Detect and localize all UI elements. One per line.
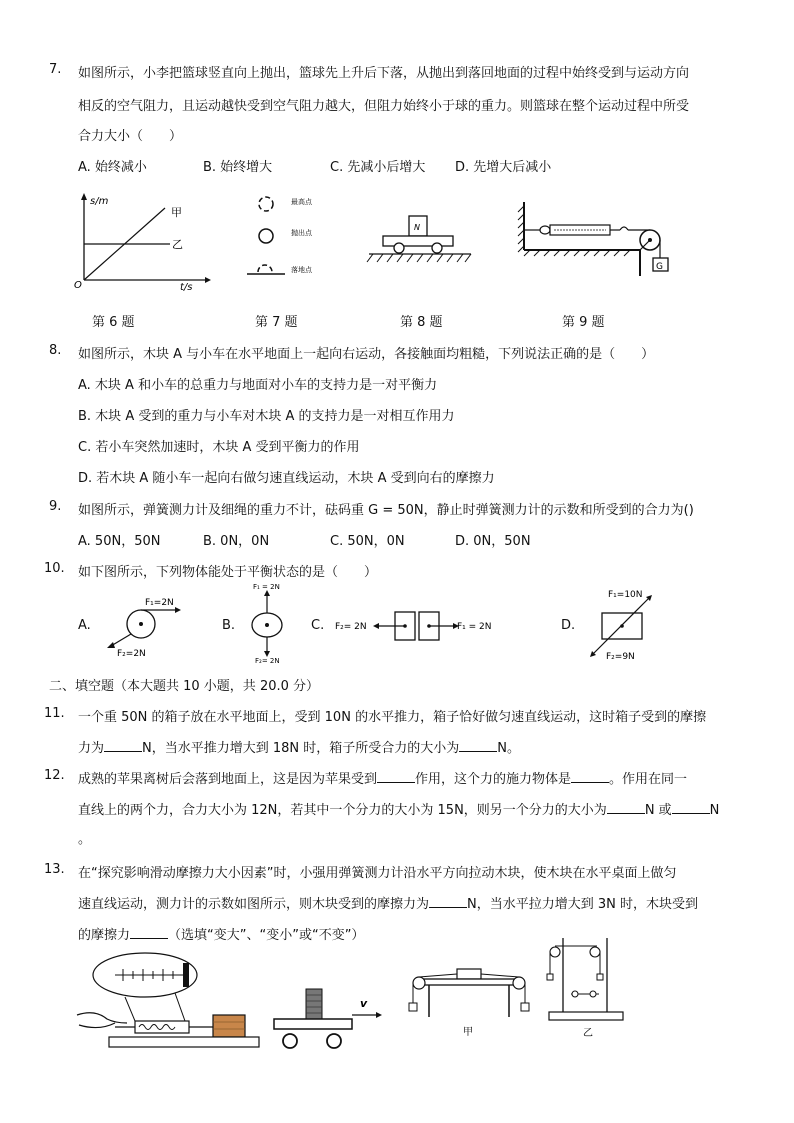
q13-line-2 bbox=[78, 893, 698, 912]
q11-line-1: 一个重 50N 的箱子放在水平地面上，受到 10N 的水平推力，箱子恰好做匀速直线运动，这时箱子受到的摩擦 bbox=[78, 710, 707, 725]
fig8-block-label: N bbox=[414, 223, 420, 232]
q8-number: 8. bbox=[49, 343, 62, 358]
q12-line-1b: 作用，这个力的施力物体是 bbox=[415, 772, 572, 787]
q12-line-2a: 直线上的两个力，合力大小为 12N，若其中一个分力的大小为 15N，则另一个分力的大小为 bbox=[78, 803, 607, 818]
q12-blank-2[interactable] bbox=[571, 772, 609, 783]
q12-number: 12. bbox=[44, 768, 65, 783]
q10-d-f2: F₂=9N bbox=[606, 652, 635, 662]
q10-c-f1: F₁ = 2N bbox=[457, 622, 492, 632]
q9-option-d: D. 0N，50N bbox=[455, 534, 531, 549]
fig6-y-label: s/m bbox=[90, 196, 109, 207]
q10-fig-c bbox=[335, 608, 505, 644]
q12-line-2b: N 或 bbox=[644, 803, 672, 818]
q13-velocity-label: v bbox=[360, 997, 368, 1010]
q12-line-1 bbox=[78, 768, 687, 787]
q13-line-3a: 的摩擦力 bbox=[78, 928, 131, 943]
q9-number: 9. bbox=[49, 499, 62, 514]
q10-b-f2: F₂= 2N bbox=[255, 657, 280, 665]
q7-line-3: 合力大小（ ） bbox=[78, 129, 183, 144]
q13-number: 13. bbox=[44, 862, 65, 877]
q13-yi-label: 乙 bbox=[583, 1028, 593, 1039]
q7-option-b: B. 始终增大 bbox=[203, 160, 273, 175]
q12-blank-4[interactable] bbox=[672, 803, 710, 814]
q10-letter-a: A. bbox=[78, 618, 91, 633]
q12-line-1a: 成熟的苹果离树后会落到地面上，这是因为苹果受到 bbox=[78, 772, 378, 787]
q10-d-f1: F₁=10N bbox=[608, 590, 643, 600]
fig6-jia: 甲 bbox=[171, 206, 182, 219]
q9-option-b: B. 0N，0N bbox=[203, 534, 270, 549]
fig7-ball-diagram bbox=[245, 192, 355, 282]
q12-blank-1[interactable] bbox=[377, 772, 415, 783]
section-heading: 二、填空题（本大题共 10 小题，共 20.0 分） bbox=[49, 679, 320, 694]
fig6-yi: 乙 bbox=[172, 238, 183, 251]
q13-blank-2[interactable] bbox=[130, 928, 168, 939]
q8-option-b: B. 木块 A 受到的重力与小车对木块 A 的支持力是一对相互作用力 bbox=[78, 409, 455, 424]
q10-text: 如下图所示，下列物体能处于平衡状态的是（ ） bbox=[78, 565, 378, 580]
q11-line-2a: 力为 bbox=[78, 741, 105, 756]
q9-text: 如图所示，弹簧测力计及细绳的重力不计，砝码重 G = 50N，静止时弹簧测力计的示数和所受到的合力为() bbox=[78, 503, 694, 518]
q10-a-f2: F₂=2N bbox=[117, 649, 146, 659]
q10-b-f1: F₁ = 2N bbox=[253, 583, 280, 591]
q10-a-f1: F₁=2N bbox=[145, 598, 174, 608]
q7-option-a: A. 始终减小 bbox=[78, 160, 147, 175]
q12-line-2 bbox=[78, 799, 719, 818]
fig7-top-label: 最高点 bbox=[291, 198, 312, 206]
q10-c-f2: F₂= 2N bbox=[335, 622, 367, 632]
q13-line-1: 在“探究影响滑动摩擦力大小因素”时，小强用弹簧测力计沿水平方向拉动木块，使木块在水平桌面上做匀 bbox=[78, 866, 677, 881]
fig6-st-graph bbox=[70, 190, 210, 295]
q7-option-d: D. 先增大后减小 bbox=[455, 160, 552, 175]
q8-text: 如图所示，木块 A 与小车在水平地面上一起向右运动，各接触面均粗糙，下列说法正确的是（ ） bbox=[78, 347, 655, 362]
q13-blank-1[interactable] bbox=[429, 897, 467, 908]
q13-line-2b: N，当水平拉力增大到 3N 时，木块受到 bbox=[467, 897, 699, 912]
fig7-caption: 第 7 题 bbox=[255, 315, 298, 330]
fig9-caption: 第 9 题 bbox=[562, 315, 605, 330]
q11-line-2c: N。 bbox=[497, 741, 521, 756]
fig7-throw-label: 抛出点 bbox=[291, 229, 312, 237]
fig8-block-cart bbox=[365, 210, 475, 270]
q8-option-a: A. 木块 A 和小车的总重力与地面对小车的支持力是一对平衡力 bbox=[78, 378, 438, 393]
q10-letter-c: C. bbox=[311, 618, 325, 633]
q9-option-c: C. 50N，0N bbox=[330, 534, 405, 549]
q10-number: 10. bbox=[44, 561, 65, 576]
q13-spring-scale-figure bbox=[75, 945, 265, 1055]
q11-blank-2[interactable] bbox=[459, 741, 497, 752]
fig9-spring-scale bbox=[510, 198, 685, 278]
q11-number: 11. bbox=[44, 706, 65, 721]
q7-option-c: C. 先减小后增大 bbox=[330, 160, 426, 175]
q12-line-2c: N bbox=[709, 803, 720, 818]
q7-line-1: 如图所示，小李把篮球竖直向上抛出，篮球先上升后下落，从抛出到落回地面的过程中始终受到与运动方向 bbox=[78, 66, 690, 81]
q7-number: 7. bbox=[49, 62, 62, 77]
q13-table-pulleys-figure bbox=[405, 965, 535, 1040]
q8-option-d: D. 若木块 A 随小车一起向右做匀速直线运动，木块 A 受到向右的摩擦力 bbox=[78, 471, 495, 486]
q12-blank-3[interactable] bbox=[607, 803, 645, 814]
fig8-caption: 第 8 题 bbox=[400, 315, 443, 330]
q10-letter-d: D. bbox=[561, 618, 576, 633]
q12-line-1c: 。作用在同一 bbox=[609, 772, 688, 787]
q10-fig-b bbox=[245, 585, 305, 663]
fig9-weight-label: G bbox=[656, 262, 663, 272]
q10-letter-b: B. bbox=[222, 618, 236, 633]
fig7-land-label: 落地点 bbox=[291, 266, 312, 274]
q11-blank-1[interactable] bbox=[104, 741, 142, 752]
q9-option-a: A. 50N，50N bbox=[78, 534, 161, 549]
fig6-x-label: t/s bbox=[180, 282, 193, 293]
q10-fig-d bbox=[580, 585, 680, 665]
q13-line-2a: 速直线运动，测力计的示数如图所示，则木块受到的摩擦力为 bbox=[78, 897, 430, 912]
q13-line-3 bbox=[78, 924, 364, 943]
q10-fig-a bbox=[105, 590, 185, 660]
q11-line-2 bbox=[78, 737, 520, 756]
q11-line-2b: N，当水平推力增大到 18N 时，箱子所受合力的大小为 bbox=[142, 741, 460, 756]
q13-jia-label: 甲 bbox=[463, 1027, 473, 1038]
q12-line-3: 。 bbox=[78, 832, 92, 847]
q8-option-c: C. 若小车突然加速时，木块 A 受到平衡力的作用 bbox=[78, 440, 360, 455]
q13-stand-figure bbox=[545, 930, 635, 1040]
fig6-caption: 第 6 题 bbox=[92, 315, 135, 330]
q13-line-3b: （选填“变大”、“变小”或“不变”） bbox=[168, 928, 365, 943]
fig6-origin: O bbox=[74, 280, 82, 291]
q13-cart-figure bbox=[272, 985, 387, 1055]
q7-line-2: 相反的空气阻力，且运动越快受到空气阻力越大，但阻力始终小于球的重力。则篮球在整个运动过程中所受 bbox=[78, 99, 690, 114]
